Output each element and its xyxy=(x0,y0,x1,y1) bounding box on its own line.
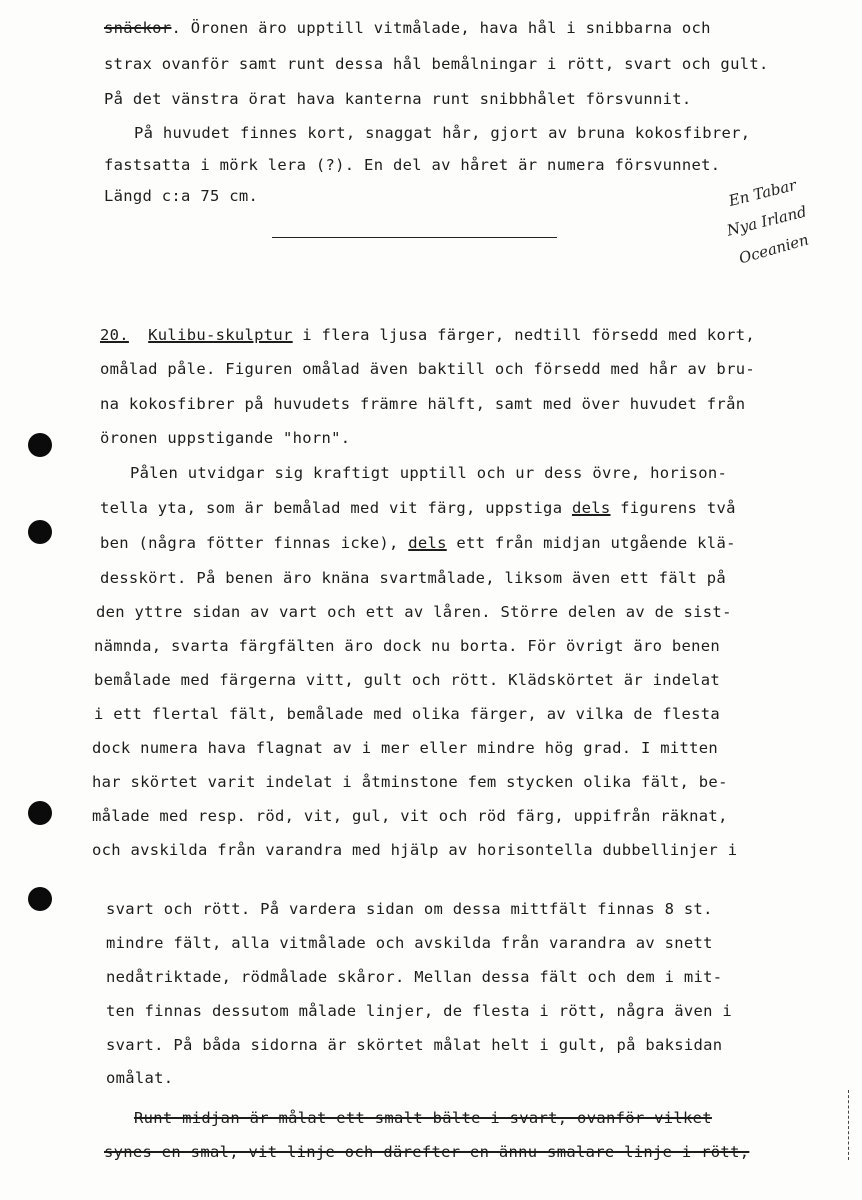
text-line: svart. På båda sidorna är skörtet målat helt i gult, på baksidan xyxy=(106,1036,723,1054)
text-line: tella yta, som är bemålad med vit färg, uppstiga dels figurens två xyxy=(100,499,736,517)
text-line: omålat. xyxy=(106,1069,174,1087)
text-line: fastsatta i mörk lera (?). En del av håret är numera försvunnet. xyxy=(104,156,721,174)
text-line: strax ovanför samt runt dessa hål bemålningar i rött, svart och gult. xyxy=(104,55,769,73)
text-line: ben (några fötter finnas icke), dels ett från midjan utgående klä- xyxy=(100,534,736,552)
punch-hole xyxy=(28,887,52,911)
text-line: snäckor. Öronen äro upptill vitmålade, hava hål i snibbarna och xyxy=(104,19,711,37)
text-line: Pålen utvidgar sig kraftigt upptill och ur dess övre, horison- xyxy=(130,464,728,482)
text-line: På huvudet finnes kort, snaggat hår, gjort av bruna kokosfibrer, xyxy=(134,124,751,142)
text-line: ten finnas dessutom målade linjer, de flesta i rött, några även i xyxy=(106,1002,733,1020)
text-line: svart och rött. På vardera sidan om dessa mittfält finnas 8 st. xyxy=(106,900,713,918)
text-line: omålad påle. Figuren omålad även baktill och försedd med hår av bru- xyxy=(100,360,755,378)
text-line: desskört. På benen äro knäna svartmålade, liksom även ett fält på xyxy=(100,569,727,587)
handwritten-line: En Tabar xyxy=(726,175,799,211)
text-line: den yttre sidan av vart och ett av låren. Större delen av de sist- xyxy=(96,603,732,621)
item-number: 20. xyxy=(100,326,129,344)
text-line: nämnda, svarta färgfälten äro dock nu borta. För övrigt äro benen xyxy=(94,637,721,655)
punch-hole xyxy=(28,433,52,457)
text-line: mindre fält, alla vitmålade och avskilda från varandra av snett xyxy=(106,934,713,952)
handwritten-line: Oceanien xyxy=(736,230,811,268)
text-line: och avskilda från varandra med hjälp av horisontella dubbellinjer i xyxy=(92,841,738,859)
text-line: na kokosfibrer på huvudets främre hälft, samt med över huvudet från xyxy=(100,395,746,413)
text-line: Längd c:a 75 cm. xyxy=(104,187,259,205)
handwritten-line: Nya Irland xyxy=(725,202,809,240)
struck-word: snäckor xyxy=(104,19,172,37)
text-line: målade med resp. röd, vit, gul, vit och röd färg, uppifrån räknat, xyxy=(92,807,728,825)
scan-edge-mark xyxy=(848,1090,853,1160)
section-divider xyxy=(272,237,557,238)
struck-line: synes en smal, vit linje och därefter en ännu smalare linje i rött, xyxy=(104,1143,750,1161)
underlined-word: dels xyxy=(571,499,611,517)
text-line: dock numera hava flagnat av i mer eller mindre hög grad. I mitten xyxy=(92,739,719,757)
handwritten-note xyxy=(718,175,848,280)
text-line: öronen uppstigande "horn". xyxy=(100,429,351,447)
item-title: Kulibu-skulptur xyxy=(148,326,293,344)
text-line: bemålade med färgerna vitt, gult och rött. Klädskörtet är indelat xyxy=(94,671,721,689)
struck-line: Runt midjan är målat ett smalt bälte i svart, ovanför vilket xyxy=(134,1109,712,1127)
item-heading-line: 20. Kulibu-skulptur i flera ljusa färger, nedtill försedd med kort, xyxy=(100,326,755,344)
punch-hole xyxy=(28,801,52,825)
underlined-word: dels xyxy=(408,534,447,552)
text-line: nedåtriktade, rödmålade skåror. Mellan dessa fält och dem i mit- xyxy=(106,968,723,986)
text-line: har skörtet varit indelat i åtminstone fem stycken olika fält, be- xyxy=(92,773,728,791)
punch-hole xyxy=(28,520,52,544)
text-line: i ett flertal fält, bemålade med olika färger, av vilka de flesta xyxy=(94,705,721,723)
text-line: På det vänstra örat hava kanterna runt snibbhålet försvunnit. xyxy=(104,90,692,108)
